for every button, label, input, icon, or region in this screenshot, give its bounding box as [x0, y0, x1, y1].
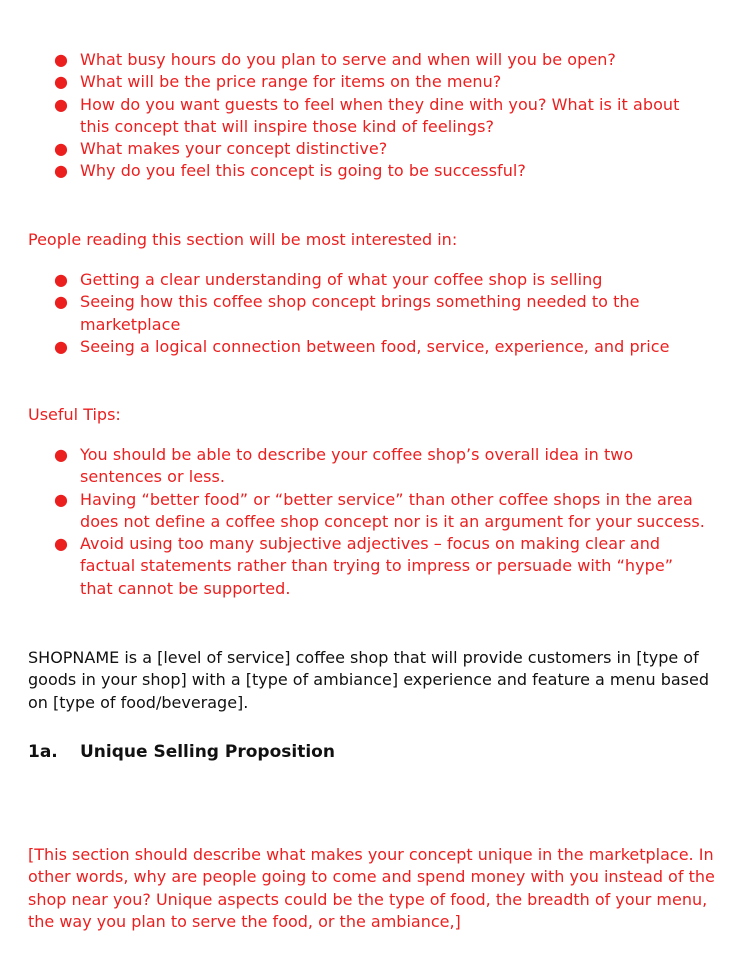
bullet-icon: ● — [54, 72, 69, 92]
bullet-icon: ● — [54, 139, 69, 159]
list-item-text: Why do you feel this concept is going to be successful? — [80, 161, 526, 181]
list-item-text: Getting a clear understanding of what your coffee shop is selling — [80, 270, 603, 289]
section-title: Unique Selling Proposition — [80, 742, 335, 762]
list-item — [28, 138, 710, 160]
list-item-text: Having “better food” or “better service” than other coffee shops in the area does not define a coffee shop concept nor is it an argument for your success. — [80, 489, 705, 531]
concept-questions-list — [28, 49, 710, 183]
list-item-text: What makes your concept distinctive? — [80, 139, 388, 159]
list-item — [28, 291, 710, 336]
bullet-icon: ● — [54, 50, 69, 69]
bullet-icon: ● — [54, 534, 69, 554]
bullet-icon: ● — [54, 161, 69, 181]
list-item — [28, 160, 710, 182]
bullet-icon: ● — [54, 292, 69, 312]
bullet-icon: ● — [54, 270, 69, 289]
list-item — [28, 71, 710, 93]
list-item — [28, 444, 710, 489]
useful-tips-heading: Useful Tips: — [28, 405, 121, 424]
list-item-text: You should be able to describe your coffee shop’s overall idea in two sentences or less. — [80, 445, 634, 487]
list-item — [28, 269, 710, 291]
list-item — [28, 533, 710, 600]
section-heading — [28, 740, 710, 764]
concept-template-paragraph: SHOPNAME is a [level of service] coffee shop that will provide customers in [type of goods in your shop] with a [type of ambiance] experience and feature a menu based on [type of food/beverage]. — [28, 648, 709, 712]
list-item-text: Avoid using too many subjective adjectives – focus on making clear and factual statements rather than trying to impress or persuade with “hype” that cannot be supported. — [80, 534, 674, 598]
bullet-icon: ● — [54, 336, 69, 356]
list-item — [28, 49, 710, 71]
list-item-text: What busy hours do you plan to serve and when will you be open? — [80, 50, 616, 69]
list-item-text: What will be the price range for items on the menu? — [80, 72, 502, 92]
useful-tips-list — [28, 444, 710, 600]
bullet-icon: ● — [54, 94, 69, 114]
unique-selling-instructions: [This section should describe what makes your concept unique in the marketplace. In other words, why are people going to come and spend money with you instead of the shop near you? Unique aspects could be the type of food, the breadth of your menu, the way you plan to serve the food, or the ambiance,] — [28, 845, 715, 931]
section-number: 1a. — [28, 742, 58, 762]
bullet-icon: ● — [54, 489, 69, 509]
readers-interest-intro: People reading this section will be most interested in: — [28, 230, 458, 249]
list-item — [28, 94, 710, 139]
readers-interest-list — [28, 269, 710, 358]
list-item — [28, 336, 710, 358]
list-item — [28, 489, 710, 534]
list-item-text: Seeing a logical connection between food, service, experience, and price — [80, 336, 670, 356]
list-item-text: Seeing how this coffee shop concept brings something needed to the marketplace — [80, 292, 640, 334]
list-item-text: How do you want guests to feel when they dine with you? What is it about this concept that will inspire those kind of feelings? — [80, 94, 680, 136]
bullet-icon: ● — [54, 445, 69, 464]
